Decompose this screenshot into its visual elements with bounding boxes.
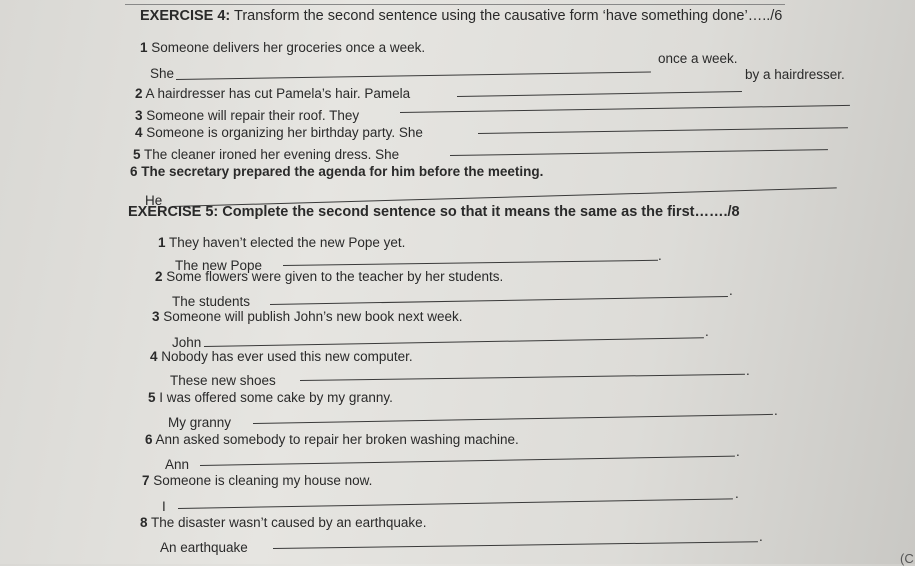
- exercise-4-title: [140, 8, 782, 24]
- ex5-item-7-start: I: [162, 499, 166, 514]
- exercise-5-title: EXERCISE 5: Complete the second sentence so that it means the same as the first……./8: [128, 204, 740, 220]
- ex5-item-6: [145, 432, 519, 448]
- ex5-item-4-answer-line[interactable]: [300, 374, 745, 381]
- ex4-item-1-start: She: [150, 66, 175, 81]
- item-sentence: Ann asked somebody to repair her broken washing machine.: [155, 432, 519, 447]
- item-number: 1: [158, 235, 166, 250]
- ex5-item-5: [148, 390, 393, 406]
- ex4-item-2: [135, 86, 410, 102]
- item-sentence: Someone delivers her groceries once a week.: [151, 40, 426, 55]
- item-number: 6: [130, 164, 138, 179]
- ex4-item-5-answer-line[interactable]: [450, 149, 828, 156]
- ex5-item-1-period: .: [658, 248, 662, 263]
- ex5-item-4-start: These new shoes: [170, 373, 276, 388]
- ex4-item-1-end: once a week.: [658, 51, 738, 66]
- exercise-4-instruction: Transform the second sentence using the causative form ‘have something done’…../6: [230, 8, 783, 24]
- item-number: 2: [135, 86, 143, 101]
- ex4-item-1: [140, 40, 425, 56]
- item-sentence: The secretary prepared the agenda for him before the meeting.: [141, 164, 544, 179]
- ex5-item-2-answer-line[interactable]: [270, 296, 728, 305]
- item-number: 7: [142, 473, 150, 488]
- ex5-item-3-answer-line[interactable]: [204, 337, 704, 347]
- item-number: 8: [140, 515, 148, 530]
- ex5-item-1: [158, 235, 405, 251]
- ex4-item-2-end: by a hairdresser.: [745, 67, 845, 82]
- ex5-item-8-period: .: [759, 529, 763, 544]
- corner-text: (C: [900, 551, 914, 566]
- ex5-item-6-period: .: [736, 444, 740, 459]
- item-sentence: The disaster wasn’t caused by an earthquake.: [151, 515, 427, 530]
- item-sentence: Someone will publish John’s new book next week.: [163, 309, 463, 324]
- ex5-item-4-period: .: [746, 363, 750, 378]
- top-rule: [125, 4, 785, 5]
- item-number: 5: [148, 390, 156, 405]
- ex5-item-5-answer-line[interactable]: [253, 414, 773, 424]
- ex5-item-5-period: .: [774, 403, 778, 418]
- ex5-item-1-answer-line[interactable]: [283, 260, 658, 266]
- ex5-item-3-period: .: [705, 324, 709, 339]
- ex5-item-1-start: The new Pope: [175, 258, 263, 273]
- ex5-item-7: [142, 473, 372, 489]
- item-number: 6: [145, 432, 153, 447]
- item-number: 2: [155, 269, 163, 284]
- ex5-item-7-answer-line[interactable]: [178, 498, 733, 509]
- item-sentence: Someone will repair their roof. They: [146, 108, 360, 123]
- item-sentence: Some flowers were given to the teacher by her students.: [166, 269, 504, 284]
- ex4-item-3-answer-line[interactable]: [400, 105, 850, 113]
- ex5-item-2-start: The students: [172, 294, 251, 309]
- item-sentence: They haven’t elected the new Pope yet.: [169, 235, 406, 250]
- ex4-item-2-answer-line[interactable]: [457, 91, 742, 97]
- ex4-item-3: [135, 108, 359, 124]
- item-number: 5: [133, 147, 141, 162]
- exercise-4-label: EXERCISE 4:: [140, 8, 231, 24]
- ex5-item-7-period: .: [735, 486, 739, 501]
- item-number: 3: [135, 108, 143, 123]
- item-sentence: Nobody has ever used this new computer.: [161, 349, 413, 364]
- ex5-item-5-start: My granny: [168, 415, 232, 430]
- ex5-item-8: [140, 515, 426, 531]
- ex5-item-8-start: An earthquake: [160, 540, 248, 555]
- ex5-item-6-answer-line[interactable]: [200, 456, 735, 466]
- item-sentence: Someone is cleaning my house now.: [153, 473, 373, 488]
- item-number: 4: [135, 125, 143, 140]
- ex4-item-6-start: He: [145, 193, 163, 208]
- item-sentence: A hairdresser has cut Pamela’s hair. Pamela: [145, 86, 411, 101]
- ex5-item-8-answer-line[interactable]: [273, 541, 758, 549]
- ex5-item-6-start: Ann: [165, 457, 190, 472]
- ex5-item-3: [152, 309, 462, 325]
- ex5-item-4: [150, 349, 413, 365]
- item-number: 4: [150, 349, 158, 364]
- ex4-item-4: [135, 125, 423, 141]
- item-number: 1: [140, 40, 148, 55]
- item-sentence: I was offered some cake by my granny.: [159, 390, 393, 405]
- item-sentence: The cleaner ironed her evening dress. She: [144, 147, 400, 162]
- ex5-item-2: [155, 269, 503, 285]
- ex4-item-6: [130, 164, 543, 180]
- item-sentence: Someone is organizing her birthday party. She: [146, 125, 423, 140]
- ex5-item-3-start: John: [172, 335, 202, 350]
- ex4-item-1-answer-line[interactable]: [176, 72, 651, 80]
- ex4-item-4-answer-line[interactable]: [478, 127, 848, 134]
- ex5-item-2-period: .: [729, 283, 733, 298]
- item-number: 3: [152, 309, 160, 324]
- ex4-item-5: [133, 147, 399, 163]
